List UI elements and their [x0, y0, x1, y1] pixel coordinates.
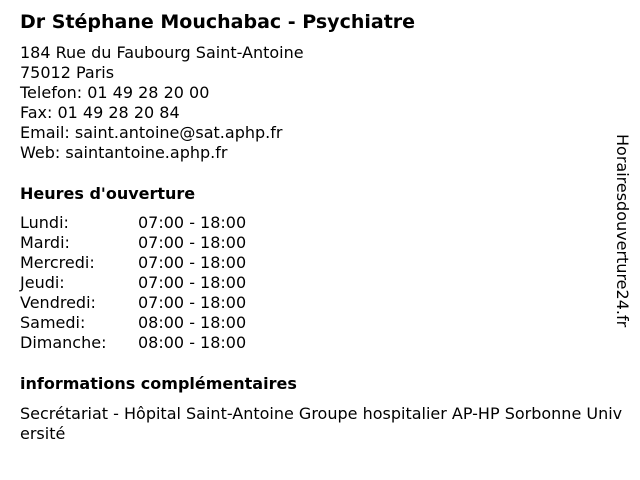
day-label: Vendredi: [20, 293, 96, 312]
address-street: 184 Rue du Faubourg Saint-Antoine [20, 43, 304, 62]
hours-row-wednesday [20, 253, 246, 273]
day-label: Dimanche: [20, 333, 107, 352]
phone-number: Telefon: 01 49 28 20 00 [20, 83, 210, 102]
hours-row-thursday [20, 273, 246, 293]
site-watermark: Horairesdouverture24.fr [613, 134, 632, 328]
hours-heading: Heures d'ouverture [20, 184, 196, 203]
hours-table [20, 213, 246, 353]
day-label: Mardi: [20, 233, 70, 252]
hours-row-monday [20, 213, 246, 233]
time-range: 07:00 - 18:00 [138, 293, 247, 312]
hours-row-tuesday [20, 233, 246, 253]
page-title: Dr Stéphane Mouchabac - Psychiatre [20, 11, 416, 33]
time-range: 07:00 - 18:00 [138, 213, 247, 232]
time-range: 07:00 - 18:00 [138, 253, 247, 272]
time-range: 08:00 - 18:00 [138, 333, 247, 352]
website: Web: saintantoine.aphp.fr [20, 143, 228, 162]
day-label: Lundi: [20, 213, 69, 232]
time-range: 07:00 - 18:00 [138, 273, 247, 292]
day-label: Samedi: [20, 313, 86, 332]
address-city: 75012 Paris [20, 63, 115, 82]
fax-number: Fax: 01 49 28 20 84 [20, 103, 180, 122]
hours-row-saturday [20, 313, 246, 333]
hours-row-friday [20, 293, 246, 313]
info-heading: informations complémentaires [20, 374, 297, 393]
contact-block [20, 43, 304, 163]
email-address: Email: saint.antoine@sat.aphp.fr [20, 123, 283, 142]
day-label: Mercredi: [20, 253, 95, 272]
hours-row-sunday [20, 333, 246, 353]
day-label: Jeudi: [20, 273, 65, 292]
time-range: 07:00 - 18:00 [138, 233, 247, 252]
time-range: 08:00 - 18:00 [138, 313, 247, 332]
info-text: Secrétariat - Hôpital Saint-Antoine Groupe hospitalier AP-HP Sorbonne Université [20, 404, 623, 443]
